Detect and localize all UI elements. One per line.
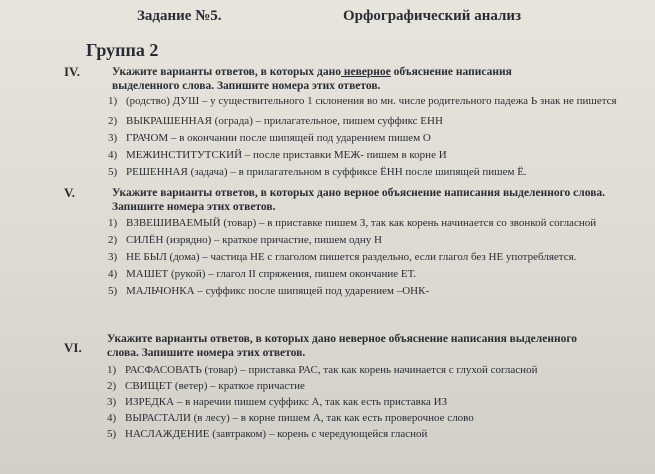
- list-item: [108, 284, 628, 298]
- item-text: РЕШЕННАЯ (задача) – в прилагательном в суффиксе ЁНН после шипящей пишем Ё.: [126, 166, 527, 178]
- item-number: 4): [108, 149, 118, 161]
- item-text: ВЗВЕШИВАЕМЫЙ (товар) – в приставке пишем З, так как корень начинается со звонкой согласной: [126, 217, 597, 229]
- item-number: 4): [108, 268, 118, 280]
- item-number: 5): [108, 285, 118, 297]
- question-text-rest: объяснение написания выделенного слова. Запишите номера этих ответов.: [112, 66, 512, 92]
- item-number: 1): [108, 95, 118, 107]
- list-item: [108, 148, 628, 162]
- item-text: РАСФАСОВАТЬ (товар) – приставка РАС, так как корень начинается с глухой согласной: [125, 364, 538, 376]
- list-item: [107, 379, 637, 393]
- header: [0, 8, 655, 30]
- list-item: [108, 216, 628, 230]
- item-number: 3): [108, 132, 118, 144]
- item-text: СВИЩЕТ (ветер) – краткое причастие: [125, 380, 305, 392]
- section-number: VI.: [64, 340, 82, 355]
- list-item: [107, 427, 637, 441]
- item-text: ВЫКРАШЕННАЯ (ограда) – прилагательное, пишем суффикс ЕНН: [126, 115, 443, 127]
- item-text: ВЫРАСТАЛИ (в лесу) – в корне пишем А, так как есть проверочное слово: [125, 412, 474, 424]
- question-text: Укажите варианты ответов, в которых дано верное объяснение написания выделенного слова. Запишите номера этих ответов.: [112, 187, 606, 213]
- item-number: 3): [107, 396, 117, 408]
- item-number: 5): [108, 166, 118, 178]
- list-item: [107, 411, 637, 425]
- topic-title: Орфографический анализ: [343, 8, 522, 24]
- item-number: 2): [108, 115, 118, 127]
- section-question: [112, 65, 582, 93]
- list-item: [108, 114, 628, 128]
- item-text: ГРАЧОМ – в окончании после шипящей под ударением пишем О: [126, 132, 431, 144]
- section-number: V.: [64, 185, 75, 200]
- list-item: [108, 250, 628, 264]
- group-title: Группа 2: [86, 40, 159, 60]
- item-text: МАШЕТ (рукой) – глагол II спряжения, пишем окончание ЕТ.: [126, 268, 417, 280]
- item-text: (родство) ДУШ – у существительного 1 склонения во мн. числе родительного падежа Ь знак не пишется: [126, 95, 617, 107]
- list-item: [107, 363, 637, 377]
- answer-list: [108, 216, 628, 298]
- item-text: НЕ БЫЛ (дома) – частица НЕ с глаголом пишется раздельно, если глагол без НЕ употребляется.: [126, 251, 577, 263]
- question-text: Укажите варианты ответов, в которых дано: [112, 66, 341, 78]
- task-title: Задание №5.: [137, 8, 222, 24]
- list-item: [108, 94, 628, 108]
- list-item: [108, 131, 628, 145]
- section-number: IV.: [64, 64, 81, 79]
- answer-list: [107, 363, 637, 441]
- section-question: [112, 186, 632, 214]
- answer-list: [108, 94, 628, 179]
- item-number: 1): [108, 217, 118, 229]
- question-text: Укажите варианты ответов, в которых дано неверное объяснение написания выделенного слова. Запишите номера этих ответов.: [107, 333, 578, 359]
- item-number: 2): [107, 380, 117, 392]
- item-number: 1): [107, 364, 117, 376]
- item-text: СИЛЁН (изрядно) – краткое причастие, пишем одну Н: [126, 234, 382, 246]
- list-item: [108, 233, 628, 247]
- list-item: [107, 395, 637, 409]
- item-text: ИЗРЕДКА – в наречии пишем суффикс А, так как есть приставка ИЗ: [125, 396, 448, 408]
- item-number: 3): [108, 251, 118, 263]
- item-number: 5): [107, 428, 117, 440]
- item-text: МЕЖИНСТИТУТСКИЙ – после приставки МЕЖ- пишем в корне И: [126, 149, 447, 161]
- item-text: МАЛЬЧОНКА – суффикс после шипящей под ударением –ОНК-: [126, 285, 430, 297]
- section-question: [107, 332, 607, 360]
- item-number: 2): [108, 234, 118, 246]
- item-text: НАСЛАЖДЕНИЕ (завтраком) – корень с чередующейся гласной: [125, 428, 428, 440]
- item-number: 4): [107, 412, 117, 424]
- question-emphasis: неверное: [340, 66, 391, 78]
- list-item: [108, 267, 628, 281]
- list-item: [108, 165, 628, 179]
